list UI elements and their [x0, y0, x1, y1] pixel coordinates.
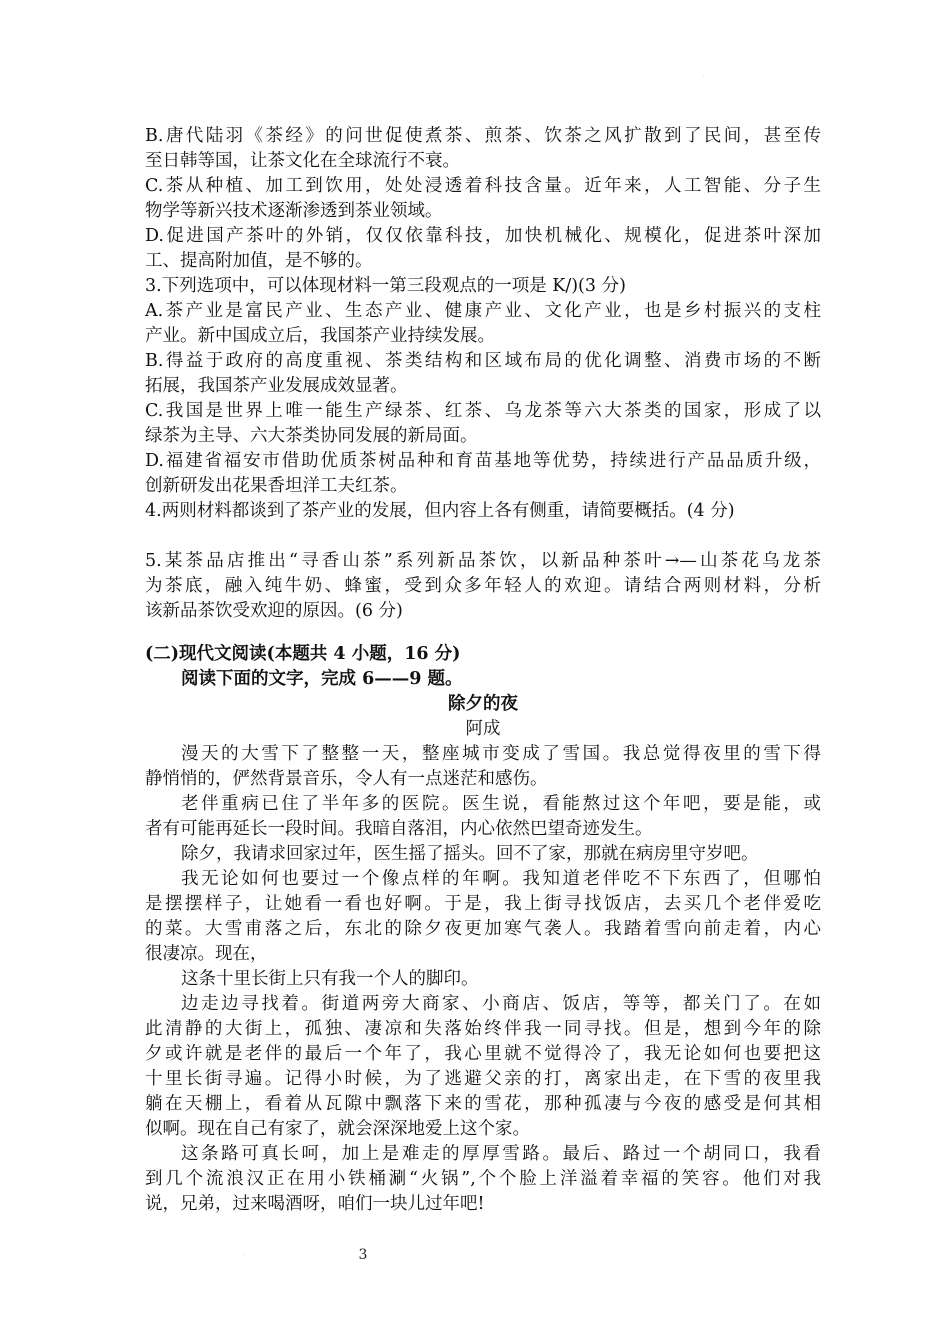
page-number: 3	[358, 1247, 368, 1263]
story-p2-line1: 老伴重病已住了半年多的医院。医生说，看能熬过这个年吧，要是能，或	[181, 794, 821, 814]
story-p1-line1: 漫天的大雪下了整整一天，整座城市变成了雪国。我总觉得夜里的雪下得	[181, 744, 821, 764]
story-p1-line2: 静悄悄的，俨然背景音乐，令人有一点迷茫和感伤。	[145, 769, 548, 789]
q3-option-c-line2: 绿茶为主导、六大茶类协同发展的新局面。	[145, 426, 478, 446]
q3-option-d-line2: 创新研发出花果香坦洋工夫红茶。	[145, 476, 408, 496]
q2-option-b-line2: 至日韩等国，让茶文化在全球流行不衰。	[145, 151, 460, 171]
q3-option-b-line1: B.得益于政府的高度重视、茶类结构和区域布局的优化调整、消费市场的不断	[145, 351, 821, 371]
answer-space	[145, 524, 821, 549]
corner-dot-mark: ·	[703, 74, 705, 81]
story-p4-line3: 的菜。大雪甫落之后，东北的除夕夜更加寒气袭人。我踏着雪向前走着，内心	[145, 919, 821, 939]
section2-instruction: 阅读下面的文字，完成 6——9 题。	[181, 669, 463, 689]
bottom-dot-mark: ·	[244, 1252, 246, 1259]
document-page	[145, 124, 821, 1217]
story-author: 阿成	[465, 719, 501, 739]
story-p4-line4: 很凄凉。现在，	[145, 944, 268, 964]
q2-option-b-line1: B.唐代陆羽《茶经》的问世促使煮茶、煎茶、饮茶之风扩散到了民间，甚至传	[145, 126, 821, 146]
q5-block	[145, 549, 821, 624]
q3-option-b-line2: 拓展，我国茶产业发展成效显著。	[145, 376, 408, 396]
story-p3-line1: 除夕，我请求回家过年，医生摇了摇头。回不了家，那就在病房里守岁吧。	[181, 844, 759, 864]
q3-option-a-line2: 产业。新中国成立后，我国茶产业持续发展。	[145, 326, 495, 346]
story-p6-line4: 十里长街寻遍。记得小时候，为了逃避父亲的打，离家出走，在下雪的夜里我	[145, 1069, 821, 1089]
story-p6-line1: 边走边寻找着。街道两旁大商家、小商店、饭店，等等，都关门了。在如	[181, 994, 821, 1014]
story-p7-line1: 这条路可真长呵，加上是难走的厚厚雪路。最后、路过一个胡同口，我看	[181, 1144, 821, 1164]
q5-line3: 该新品茶饮受欢迎的原因。(6 分)	[145, 601, 403, 621]
story-p2-line2: 者有可能再延长一段时间。我暗自落泪，内心依然巴望奇迹发生。	[145, 819, 653, 839]
q2-option-c-line2: 物学等新兴技术逐渐渗透到茶业领域。	[145, 201, 443, 221]
story-p4-line1: 我无论如何也要过一个像点样的年啊。我知道老伴吃不下东西了，但哪怕	[181, 869, 821, 889]
q4-question: 4.两则材料都谈到了茶产业的发展，但内容上各有侧重，请简要概括。(4 分)	[145, 501, 735, 521]
q5-line1: 5.某茶品店推出“寻香山茶”系列新品茶饮，以新品种茶叶→—山茶花乌龙茶	[145, 551, 821, 571]
story-p6-line2: 此清静的大街上，孤独、凄凉和失落始终伴我一同寻找。但是，想到今年的除	[145, 1019, 821, 1039]
q5-line2: 为茶底，融入纯牛奶、蜂蜜，受到众多年轻人的欢迎。请结合两则材料，分析	[145, 576, 821, 596]
q2-options	[145, 124, 821, 274]
q3-stem: 3.下列选项中，可以体现材料一第三段观点的一项是 K/)(3 分)	[145, 276, 626, 296]
q3-option-c-line1: C.我国是世界上唯一能生产绿茶、红茶、乌龙茶等六大茶类的国家，形成了以	[145, 401, 821, 421]
q3-option-a-line1: A.茶产业是富民产业、生态产业、健康产业、文化产业，也是乡村振兴的支柱	[145, 301, 821, 321]
story-title: 除夕的夜	[448, 694, 518, 714]
story-p6-line6: 似啊。现在自己有家了，就会深深地爱上这个家。	[145, 1119, 530, 1139]
q2-option-c-line1: C.茶从种植、加工到饮用，处处浸透着科技含量。近年来，人工智能、分子生	[145, 176, 821, 196]
story-p7-line3: 说，兄弟，过来喝酒呀，咱们一块儿过年吧!	[145, 1194, 485, 1214]
story-p6-line3: 夕或许就是老伴的最后一个年了，我心里就不觉得冷了，我无论如何也要把这	[145, 1044, 821, 1064]
q3-block	[145, 274, 821, 499]
q3-option-d-line1: D.福建省福安市借助优质茶树品种和育苗基地等优势，持续进行产品品质升级，	[145, 451, 821, 471]
story-p6-line5: 躺在天棚上，看着从瓦隙中飘落下来的雪花，那种孤凄与今夜的感受是何其相	[145, 1094, 821, 1114]
story-p4-line2: 是摆摆样子，让她看一看也好啊。于是，我上街寻找饭店，去买几个老伴爱吃	[145, 894, 821, 914]
section-gap	[145, 624, 821, 642]
section2-heading: (二)现代文阅读(本题共 4 小题，16 分)	[145, 644, 461, 664]
q2-option-d-line1: D.促进国产茶叶的外销，仅仅依靠科技，加快机械化、规模化，促进茶叶深加	[145, 226, 821, 246]
story-body	[145, 742, 821, 1217]
q2-option-d-line2: 工、提高附加值，是不够的。	[145, 251, 373, 271]
story-p5-line1: 这条十里长街上只有我一个人的脚印。	[181, 969, 479, 989]
story-p7-line2: 到几个流浪汉正在用小铁桶涮“火锅”,个个脸上洋溢着幸福的笑容。他们对我	[145, 1169, 821, 1189]
